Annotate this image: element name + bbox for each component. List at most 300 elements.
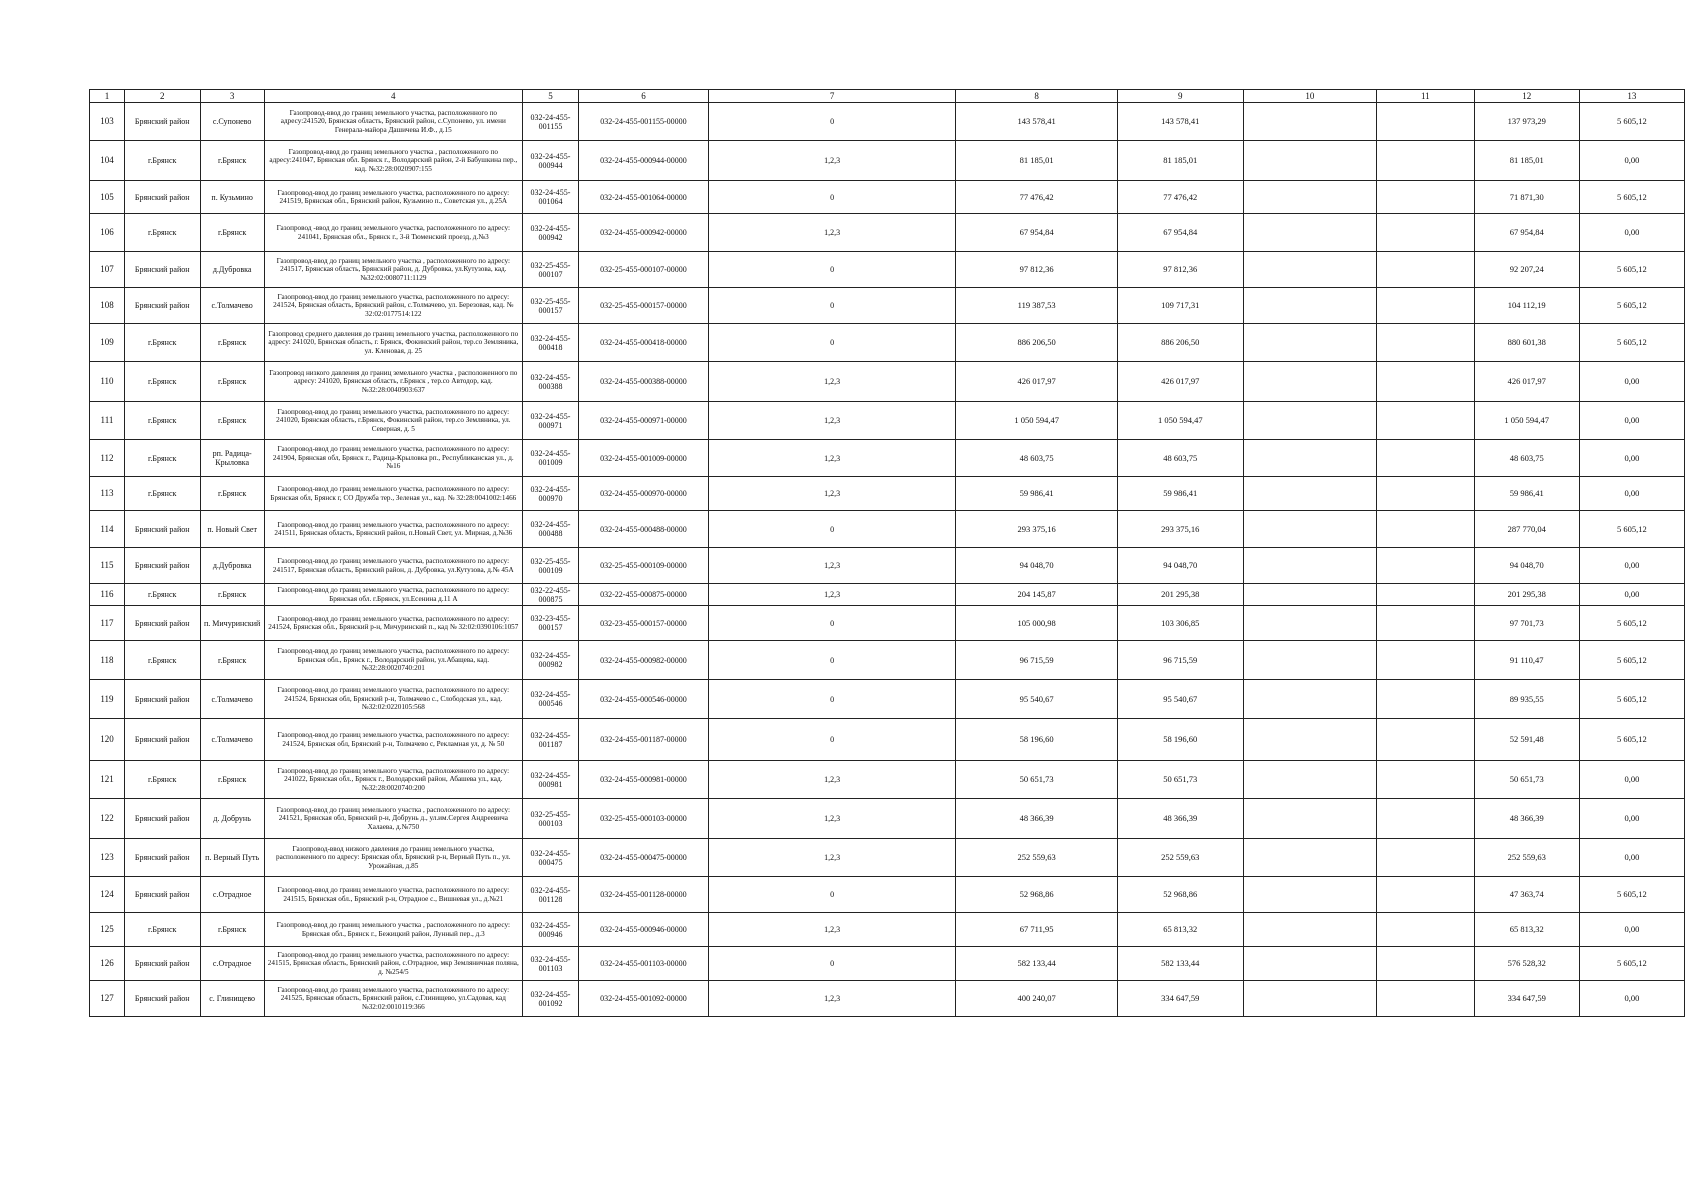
row-number: 119 bbox=[90, 680, 125, 719]
object-description-cell: Газопровод-ввод до границ земельного участка , расположенного по адресу: Брянская обл., Брянск г., Бежицкий район, Лунный пер., д.3 bbox=[264, 913, 522, 947]
column-number-header: 2 bbox=[124, 90, 200, 103]
object-description-cell: Газопровод-ввод до границ земельного участка , расположенного по адресу:241047, Брянская обл. Брянск г., Володарский район, 2-й Бабушкина пер., кад. №32:28:0020907:155 bbox=[264, 141, 522, 181]
column-10-cell bbox=[1243, 324, 1376, 362]
column-10-cell bbox=[1243, 103, 1376, 141]
locality-cell: д.Дубровка bbox=[200, 548, 264, 584]
column-9-amount-cell: 52 968,86 bbox=[1117, 877, 1243, 913]
column-7-cell: 1,2,3 bbox=[708, 141, 956, 181]
column-10-cell bbox=[1243, 981, 1376, 1017]
column-number-header: 12 bbox=[1474, 90, 1579, 103]
table-row bbox=[90, 252, 1685, 288]
column-11-cell bbox=[1377, 477, 1475, 511]
column-10-cell bbox=[1243, 402, 1376, 440]
object-full-code-cell: 032-24-455-001128-00000 bbox=[579, 877, 709, 913]
column-10-cell bbox=[1243, 947, 1376, 981]
column-13-amount-cell: 0,00 bbox=[1579, 913, 1684, 947]
column-number-header: 5 bbox=[522, 90, 578, 103]
column-12-amount-cell: 91 110,47 bbox=[1474, 641, 1579, 680]
column-9-amount-cell: 293 375,16 bbox=[1117, 511, 1243, 548]
object-code-cell: 032-24-455-000982 bbox=[522, 641, 578, 680]
column-10-cell bbox=[1243, 181, 1376, 214]
district-cell: Брянский район bbox=[124, 877, 200, 913]
object-description-cell: Газопровод-ввод до границ земельного участка, расположенного по адресу: 241524, Брянская обл, Брянский р-н, Толмачево с., Слободская ул., кад. №32:02:0220105:568 bbox=[264, 680, 522, 719]
row-number: 121 bbox=[90, 761, 125, 799]
row-number: 108 bbox=[90, 288, 125, 324]
column-13-amount-cell: 5 605,12 bbox=[1579, 511, 1684, 548]
row-number: 109 bbox=[90, 324, 125, 362]
object-description-cell: Газопровод-ввод до границ земельного участка , расположенного по адресу: 241517, Брянская область, Брянский район, д. Дубровка, ул.Кутузова, кад. №32:02:0080711:1129 bbox=[264, 252, 522, 288]
district-cell: Брянский район bbox=[124, 947, 200, 981]
column-10-cell bbox=[1243, 477, 1376, 511]
column-8-amount-cell: 50 651,73 bbox=[956, 761, 1118, 799]
object-full-code-cell: 032-24-455-001009-00000 bbox=[579, 440, 709, 477]
district-cell: Брянский район bbox=[124, 981, 200, 1017]
column-8-amount-cell: 293 375,16 bbox=[956, 511, 1118, 548]
column-8-amount-cell: 67 954,84 bbox=[956, 214, 1118, 252]
row-number: 106 bbox=[90, 214, 125, 252]
locality-cell: п. Мичуринский bbox=[200, 606, 264, 641]
object-description-cell: Газопровод-ввод до границ земельного участка, расположенного по адресу: 241511, Брянская область, Брянский район, п.Новый Свет, ул. Мирная, д.№36 bbox=[264, 511, 522, 548]
district-cell: г.Брянск bbox=[124, 761, 200, 799]
column-number-header: 10 bbox=[1243, 90, 1376, 103]
column-11-cell bbox=[1377, 288, 1475, 324]
column-number-header: 13 bbox=[1579, 90, 1684, 103]
column-11-cell bbox=[1377, 761, 1475, 799]
table-row bbox=[90, 680, 1685, 719]
column-9-amount-cell: 426 017,97 bbox=[1117, 362, 1243, 402]
object-full-code-cell: 032-24-455-000982-00000 bbox=[579, 641, 709, 680]
locality-cell: г.Брянск bbox=[200, 362, 264, 402]
column-12-amount-cell: 50 651,73 bbox=[1474, 761, 1579, 799]
object-description-cell: Газопровод среднего давления до границ земельного участка, расположенного по адресу: 241020, Брянская область, г. Брянск, Фокинский район, тер.со Земляника, ул. Кленовая, д. 25 bbox=[264, 324, 522, 362]
object-code-cell: 032-24-455-001009 bbox=[522, 440, 578, 477]
table-row bbox=[90, 913, 1685, 947]
object-full-code-cell: 032-24-455-001103-00000 bbox=[579, 947, 709, 981]
locality-cell: д. Добрунь bbox=[200, 799, 264, 839]
column-9-amount-cell: 58 196,60 bbox=[1117, 719, 1243, 761]
column-8-amount-cell: 426 017,97 bbox=[956, 362, 1118, 402]
column-8-amount-cell: 48 603,75 bbox=[956, 440, 1118, 477]
object-full-code-cell: 032-24-455-000942-00000 bbox=[579, 214, 709, 252]
locality-cell: с.Толмачево bbox=[200, 288, 264, 324]
district-cell: Брянский район bbox=[124, 252, 200, 288]
district-cell: г.Брянск bbox=[124, 913, 200, 947]
column-7-cell: 0 bbox=[708, 324, 956, 362]
district-cell: Брянский район bbox=[124, 103, 200, 141]
locality-cell: г.Брянск bbox=[200, 402, 264, 440]
column-8-amount-cell: 252 559,63 bbox=[956, 839, 1118, 877]
column-7-cell: 0 bbox=[708, 877, 956, 913]
table-row bbox=[90, 181, 1685, 214]
column-10-cell bbox=[1243, 641, 1376, 680]
object-description-cell: Газопровод-ввод до границ земельного участка , расположенного по адресу: 241521, Брянская обл, Брянский р-н, Добрунь д., ул.им.Сергея Андреевича Халаева, д.№750 bbox=[264, 799, 522, 839]
table-row bbox=[90, 719, 1685, 761]
column-12-amount-cell: 334 647,59 bbox=[1474, 981, 1579, 1017]
column-10-cell bbox=[1243, 440, 1376, 477]
table-row bbox=[90, 440, 1685, 477]
column-12-amount-cell: 94 048,70 bbox=[1474, 548, 1579, 584]
column-13-amount-cell: 0,00 bbox=[1579, 839, 1684, 877]
column-13-amount-cell: 0,00 bbox=[1579, 477, 1684, 511]
object-full-code-cell: 032-24-455-000475-00000 bbox=[579, 839, 709, 877]
object-full-code-cell: 032-24-455-000418-00000 bbox=[579, 324, 709, 362]
locality-cell: с.Супонево bbox=[200, 103, 264, 141]
row-number: 126 bbox=[90, 947, 125, 981]
object-code-cell: 032-25-455-000107 bbox=[522, 252, 578, 288]
column-number-header: 7 bbox=[708, 90, 956, 103]
district-cell: г.Брянск bbox=[124, 141, 200, 181]
column-7-cell: 1,2,3 bbox=[708, 214, 956, 252]
row-number: 104 bbox=[90, 141, 125, 181]
column-13-amount-cell: 0,00 bbox=[1579, 548, 1684, 584]
object-full-code-cell: 032-25-455-000103-00000 bbox=[579, 799, 709, 839]
column-9-amount-cell: 109 717,31 bbox=[1117, 288, 1243, 324]
object-description-cell: Газопровод-ввод до границ земельного участка, расположенного по адресу:241520, Брянская область, Брянский район, с.Супонево, ул. имени Генерала-майора Дашичева И.Ф., д.15 bbox=[264, 103, 522, 141]
column-10-cell bbox=[1243, 839, 1376, 877]
object-full-code-cell: 032-24-455-000388-00000 bbox=[579, 362, 709, 402]
object-description-cell: Газопровод-ввод до границ земельного участка, расположенного по адресу: Брянская обл. г.Брянск, ул.Есенина д.11 А bbox=[264, 584, 522, 606]
column-11-cell bbox=[1377, 324, 1475, 362]
column-9-amount-cell: 77 476,42 bbox=[1117, 181, 1243, 214]
row-number: 107 bbox=[90, 252, 125, 288]
column-12-amount-cell: 92 207,24 bbox=[1474, 252, 1579, 288]
object-code-cell: 032-24-455-000418 bbox=[522, 324, 578, 362]
object-description-cell: Газопровод-ввод до границ земельного участка, расположенного по адресу: 241904, Брянская обл, Брянск г., Радица-Крыловка рп., Республиканская ул., д. №16 bbox=[264, 440, 522, 477]
column-10-cell bbox=[1243, 548, 1376, 584]
object-full-code-cell: 032-23-455-000157-00000 bbox=[579, 606, 709, 641]
object-full-code-cell: 032-24-455-000546-00000 bbox=[579, 680, 709, 719]
object-code-cell: 032-23-455-000157 bbox=[522, 606, 578, 641]
locality-cell: г.Брянск bbox=[200, 641, 264, 680]
column-10-cell bbox=[1243, 511, 1376, 548]
column-11-cell bbox=[1377, 103, 1475, 141]
column-12-amount-cell: 287 770,04 bbox=[1474, 511, 1579, 548]
row-number: 113 bbox=[90, 477, 125, 511]
column-number-header: 11 bbox=[1377, 90, 1475, 103]
column-12-amount-cell: 65 813,32 bbox=[1474, 913, 1579, 947]
object-full-code-cell: 032-22-455-000875-00000 bbox=[579, 584, 709, 606]
column-8-amount-cell: 81 185,01 bbox=[956, 141, 1118, 181]
object-description-cell: Газопровод-ввод низкого давления до границ земельного участка, расположенного по адресу: Брянская обл, Брянский р-н, Верный Путь п., ул. Урожайная, д.85 bbox=[264, 839, 522, 877]
district-cell: Брянский район bbox=[124, 288, 200, 324]
column-11-cell bbox=[1377, 799, 1475, 839]
row-number: 124 bbox=[90, 877, 125, 913]
object-full-code-cell: 032-25-455-000157-00000 bbox=[579, 288, 709, 324]
row-number: 105 bbox=[90, 181, 125, 214]
locality-cell: с. Глинищево bbox=[200, 981, 264, 1017]
column-13-amount-cell: 0,00 bbox=[1579, 362, 1684, 402]
column-11-cell bbox=[1377, 719, 1475, 761]
object-full-code-cell: 032-24-455-001092-00000 bbox=[579, 981, 709, 1017]
column-10-cell bbox=[1243, 606, 1376, 641]
column-12-amount-cell: 1 050 594,47 bbox=[1474, 402, 1579, 440]
table-row bbox=[90, 548, 1685, 584]
column-9-amount-cell: 103 306,85 bbox=[1117, 606, 1243, 641]
object-full-code-cell: 032-25-455-000107-00000 bbox=[579, 252, 709, 288]
object-full-code-cell: 032-24-455-001155-00000 bbox=[579, 103, 709, 141]
object-code-cell: 032-24-455-001064 bbox=[522, 181, 578, 214]
column-10-cell bbox=[1243, 288, 1376, 324]
table-row bbox=[90, 839, 1685, 877]
district-cell: Брянский район bbox=[124, 548, 200, 584]
column-7-cell: 1,2,3 bbox=[708, 981, 956, 1017]
column-10-cell bbox=[1243, 761, 1376, 799]
row-number: 122 bbox=[90, 799, 125, 839]
column-13-amount-cell: 5 605,12 bbox=[1579, 947, 1684, 981]
column-8-amount-cell: 105 000,98 bbox=[956, 606, 1118, 641]
district-cell: Брянский район bbox=[124, 719, 200, 761]
column-12-amount-cell: 576 528,32 bbox=[1474, 947, 1579, 981]
locality-cell: п. Верный Путь bbox=[200, 839, 264, 877]
district-cell: г.Брянск bbox=[124, 324, 200, 362]
column-7-cell: 0 bbox=[708, 680, 956, 719]
column-8-amount-cell: 97 812,36 bbox=[956, 252, 1118, 288]
object-full-code-cell: 032-24-455-001187-00000 bbox=[579, 719, 709, 761]
locality-cell: с.Отрадное bbox=[200, 877, 264, 913]
object-code-cell: 032-24-455-001092 bbox=[522, 981, 578, 1017]
row-number: 111 bbox=[90, 402, 125, 440]
column-11-cell bbox=[1377, 584, 1475, 606]
column-13-amount-cell: 0,00 bbox=[1579, 981, 1684, 1017]
locality-cell: г.Брянск bbox=[200, 141, 264, 181]
column-9-amount-cell: 97 812,36 bbox=[1117, 252, 1243, 288]
object-code-cell: 032-24-455-001187 bbox=[522, 719, 578, 761]
table-row bbox=[90, 402, 1685, 440]
column-12-amount-cell: 89 935,55 bbox=[1474, 680, 1579, 719]
column-7-cell: 1,2,3 bbox=[708, 839, 956, 877]
object-code-cell: 032-24-455-001128 bbox=[522, 877, 578, 913]
column-9-amount-cell: 201 295,38 bbox=[1117, 584, 1243, 606]
column-13-amount-cell: 5 605,12 bbox=[1579, 181, 1684, 214]
row-number: 120 bbox=[90, 719, 125, 761]
column-11-cell bbox=[1377, 511, 1475, 548]
column-9-amount-cell: 81 185,01 bbox=[1117, 141, 1243, 181]
object-description-cell: Газопровод-ввод до границ земельного участка, расположенного по адресу: 241524, Брянская область, Брянский район, с.Толмачево, ул. Березовая, кад. № 32:02:0177514:122 bbox=[264, 288, 522, 324]
column-10-cell bbox=[1243, 913, 1376, 947]
column-8-amount-cell: 48 366,39 bbox=[956, 799, 1118, 839]
row-number: 112 bbox=[90, 440, 125, 477]
locality-cell: с.Толмачево bbox=[200, 719, 264, 761]
column-13-amount-cell: 0,00 bbox=[1579, 402, 1684, 440]
object-full-code-cell: 032-24-455-000488-00000 bbox=[579, 511, 709, 548]
locality-cell: г.Брянск bbox=[200, 913, 264, 947]
column-9-amount-cell: 59 986,41 bbox=[1117, 477, 1243, 511]
object-description-cell: Газопровод-ввод до границ земельного участка, расположенного по адресу: Брянская обл, Брянск г, СО Дружба тер., Зеленая ул., кад. № 32:28:0041002:1466 bbox=[264, 477, 522, 511]
column-12-amount-cell: 67 954,84 bbox=[1474, 214, 1579, 252]
table-row bbox=[90, 947, 1685, 981]
column-12-amount-cell: 137 973,29 bbox=[1474, 103, 1579, 141]
column-12-amount-cell: 59 986,41 bbox=[1474, 477, 1579, 511]
column-8-amount-cell: 52 968,86 bbox=[956, 877, 1118, 913]
object-code-cell: 032-25-455-000109 bbox=[522, 548, 578, 584]
column-11-cell bbox=[1377, 641, 1475, 680]
column-12-amount-cell: 48 603,75 bbox=[1474, 440, 1579, 477]
object-full-code-cell: 032-24-455-000981-00000 bbox=[579, 761, 709, 799]
column-7-cell: 1,2,3 bbox=[708, 799, 956, 839]
column-11-cell bbox=[1377, 606, 1475, 641]
column-10-cell bbox=[1243, 799, 1376, 839]
column-8-amount-cell: 58 196,60 bbox=[956, 719, 1118, 761]
column-7-cell: 1,2,3 bbox=[708, 402, 956, 440]
column-11-cell bbox=[1377, 947, 1475, 981]
column-12-amount-cell: 48 366,39 bbox=[1474, 799, 1579, 839]
object-description-cell: Газопровод низкого давления до границ земельного участка , расположенного по адресу: 241020, Брянская область, г.Брянск , тер.со Автодор, кад. №32:28:0040903:637 bbox=[264, 362, 522, 402]
object-description-cell: Газопровод-ввод до границ земельного участка, расположенного по адресу: 241519, Брянская обл., Брянский район, Кузьмино п., Советская ул., д.25А bbox=[264, 181, 522, 214]
district-cell: г.Брянск bbox=[124, 641, 200, 680]
column-8-amount-cell: 59 986,41 bbox=[956, 477, 1118, 511]
column-11-cell bbox=[1377, 402, 1475, 440]
table-row bbox=[90, 511, 1685, 548]
column-number-header: 1 bbox=[90, 90, 125, 103]
column-8-amount-cell: 96 715,59 bbox=[956, 641, 1118, 680]
column-11-cell bbox=[1377, 913, 1475, 947]
object-code-cell: 032-24-455-000970 bbox=[522, 477, 578, 511]
column-12-amount-cell: 104 112,19 bbox=[1474, 288, 1579, 324]
object-full-code-cell: 032-24-455-000971-00000 bbox=[579, 402, 709, 440]
column-10-cell bbox=[1243, 362, 1376, 402]
column-9-amount-cell: 334 647,59 bbox=[1117, 981, 1243, 1017]
column-13-amount-cell: 0,00 bbox=[1579, 440, 1684, 477]
locality-cell: с.Отрадное bbox=[200, 947, 264, 981]
table-row bbox=[90, 641, 1685, 680]
table-body bbox=[90, 90, 1685, 1017]
locality-cell: с.Толмачево bbox=[200, 680, 264, 719]
row-number: 117 bbox=[90, 606, 125, 641]
column-12-amount-cell: 880 601,38 bbox=[1474, 324, 1579, 362]
column-9-amount-cell: 582 133,44 bbox=[1117, 947, 1243, 981]
column-7-cell: 0 bbox=[708, 103, 956, 141]
column-13-amount-cell: 0,00 bbox=[1579, 584, 1684, 606]
district-cell: Брянский район bbox=[124, 799, 200, 839]
column-number-header: 6 bbox=[579, 90, 709, 103]
column-9-amount-cell: 95 540,67 bbox=[1117, 680, 1243, 719]
column-8-amount-cell: 119 387,53 bbox=[956, 288, 1118, 324]
locality-cell: г.Брянск bbox=[200, 584, 264, 606]
object-full-code-cell: 032-24-455-000970-00000 bbox=[579, 477, 709, 511]
column-13-amount-cell: 0,00 bbox=[1579, 214, 1684, 252]
row-number: 123 bbox=[90, 839, 125, 877]
column-8-amount-cell: 1 050 594,47 bbox=[956, 402, 1118, 440]
column-8-amount-cell: 94 048,70 bbox=[956, 548, 1118, 584]
object-code-cell: 032-25-455-000103 bbox=[522, 799, 578, 839]
object-full-code-cell: 032-24-455-001064-00000 bbox=[579, 181, 709, 214]
column-9-amount-cell: 96 715,59 bbox=[1117, 641, 1243, 680]
column-13-amount-cell: 5 605,12 bbox=[1579, 103, 1684, 141]
column-7-cell: 0 bbox=[708, 252, 956, 288]
object-description-cell: Газопровод-ввод до границ земельного участка, расположенного по адресу: 241517, Брянская область, Брянский район, д. Дубровка, ул.Кутузова, д.№ 45А bbox=[264, 548, 522, 584]
object-code-cell: 032-24-455-001155 bbox=[522, 103, 578, 141]
row-number: 127 bbox=[90, 981, 125, 1017]
column-12-amount-cell: 426 017,97 bbox=[1474, 362, 1579, 402]
column-11-cell bbox=[1377, 877, 1475, 913]
object-description-cell: Газопровод-ввод до границ земельного участка, расположенного по адресу: 241020, Брянская область, г.Брянск, Фокинский район, тер.со Земляника, ул. Северная, д. 5 bbox=[264, 402, 522, 440]
object-code-cell: 032-24-455-000488 bbox=[522, 511, 578, 548]
column-7-cell: 1,2,3 bbox=[708, 761, 956, 799]
district-cell: г.Брянск bbox=[124, 362, 200, 402]
column-13-amount-cell: 0,00 bbox=[1579, 141, 1684, 181]
column-8-amount-cell: 400 240,07 bbox=[956, 981, 1118, 1017]
column-10-cell bbox=[1243, 214, 1376, 252]
column-8-amount-cell: 67 711,95 bbox=[956, 913, 1118, 947]
column-8-amount-cell: 582 133,44 bbox=[956, 947, 1118, 981]
district-cell: г.Брянск bbox=[124, 214, 200, 252]
column-8-amount-cell: 886 206,50 bbox=[956, 324, 1118, 362]
table-row bbox=[90, 324, 1685, 362]
table-row bbox=[90, 214, 1685, 252]
column-number-header: 9 bbox=[1117, 90, 1243, 103]
column-11-cell bbox=[1377, 981, 1475, 1017]
row-number: 114 bbox=[90, 511, 125, 548]
locality-cell: п. Новый Свет bbox=[200, 511, 264, 548]
object-code-cell: 032-24-455-000942 bbox=[522, 214, 578, 252]
object-description-cell: Газопровод-ввод до границ земельного участка, расположенного по адресу: 241022, Брянская обл., Брянск г., Володарский район, Абашева ул., кад. №32:28:0020740:200 bbox=[264, 761, 522, 799]
locality-cell: д.Дубровка bbox=[200, 252, 264, 288]
column-12-amount-cell: 47 363,74 bbox=[1474, 877, 1579, 913]
row-number: 115 bbox=[90, 548, 125, 584]
object-code-cell: 032-22-455-000875 bbox=[522, 584, 578, 606]
column-10-cell bbox=[1243, 719, 1376, 761]
table-row bbox=[90, 981, 1685, 1017]
district-cell: г.Брянск bbox=[124, 584, 200, 606]
object-description-cell: Газопровод-ввод до границ земельного участка, расположенного по адресу: Брянская обл., Брянск г., Володарский район, ул.Абащева, кад. №32:28:0020740:201 bbox=[264, 641, 522, 680]
column-10-cell bbox=[1243, 141, 1376, 181]
column-7-cell: 1,2,3 bbox=[708, 584, 956, 606]
district-cell: г.Брянск bbox=[124, 402, 200, 440]
column-13-amount-cell: 5 605,12 bbox=[1579, 252, 1684, 288]
column-8-amount-cell: 204 145,87 bbox=[956, 584, 1118, 606]
column-13-amount-cell: 5 605,12 bbox=[1579, 288, 1684, 324]
object-description-cell: Газопровод-ввод до границ земельного участка, расположенного по адресу: 241525, Брянская область, Брянский район, с.Глинищево, ул.Садовая, кад №32:02:0010119:366 bbox=[264, 981, 522, 1017]
table-row bbox=[90, 606, 1685, 641]
column-13-amount-cell: 5 605,12 bbox=[1579, 680, 1684, 719]
object-description-cell: Газопровод -ввод до границ земельного участка, расположенного по адресу: 241041, Брянская обл., Брянск г., 3-й Тюменский проезд, д.№3 bbox=[264, 214, 522, 252]
locality-cell: п. Кузьмино bbox=[200, 181, 264, 214]
district-cell: Брянский район bbox=[124, 511, 200, 548]
district-cell: г.Брянск bbox=[124, 477, 200, 511]
column-11-cell bbox=[1377, 440, 1475, 477]
table-row bbox=[90, 288, 1685, 324]
column-9-amount-cell: 1 050 594,47 bbox=[1117, 402, 1243, 440]
row-number: 125 bbox=[90, 913, 125, 947]
column-7-cell: 1,2,3 bbox=[708, 477, 956, 511]
object-full-code-cell: 032-25-455-000109-00000 bbox=[579, 548, 709, 584]
column-13-amount-cell: 5 605,12 bbox=[1579, 606, 1684, 641]
district-cell: Брянский район bbox=[124, 680, 200, 719]
object-full-code-cell: 032-24-455-000944-00000 bbox=[579, 141, 709, 181]
column-13-amount-cell: 5 605,12 bbox=[1579, 877, 1684, 913]
object-description-cell: Газопровод-ввод до границ земельного участка, расположенного по адресу: 241515, Брянская область, Брянский район, с.Отрадное, мкр Земляничная поляна, д. №254/5 bbox=[264, 947, 522, 981]
district-cell: Брянский район bbox=[124, 606, 200, 641]
column-12-amount-cell: 97 701,73 bbox=[1474, 606, 1579, 641]
column-7-cell: 0 bbox=[708, 606, 956, 641]
column-11-cell bbox=[1377, 680, 1475, 719]
column-7-cell: 0 bbox=[708, 947, 956, 981]
table-row bbox=[90, 877, 1685, 913]
column-12-amount-cell: 81 185,01 bbox=[1474, 141, 1579, 181]
column-number-header: 3 bbox=[200, 90, 264, 103]
column-13-amount-cell: 0,00 bbox=[1579, 761, 1684, 799]
column-9-amount-cell: 94 048,70 bbox=[1117, 548, 1243, 584]
column-13-amount-cell: 5 605,12 bbox=[1579, 324, 1684, 362]
row-number: 103 bbox=[90, 103, 125, 141]
locality-cell: г.Брянск bbox=[200, 761, 264, 799]
object-code-cell: 032-24-455-000971 bbox=[522, 402, 578, 440]
object-code-cell: 032-24-455-000981 bbox=[522, 761, 578, 799]
column-11-cell bbox=[1377, 362, 1475, 402]
object-code-cell: 032-24-455-000546 bbox=[522, 680, 578, 719]
column-7-cell: 0 bbox=[708, 641, 956, 680]
column-11-cell bbox=[1377, 252, 1475, 288]
